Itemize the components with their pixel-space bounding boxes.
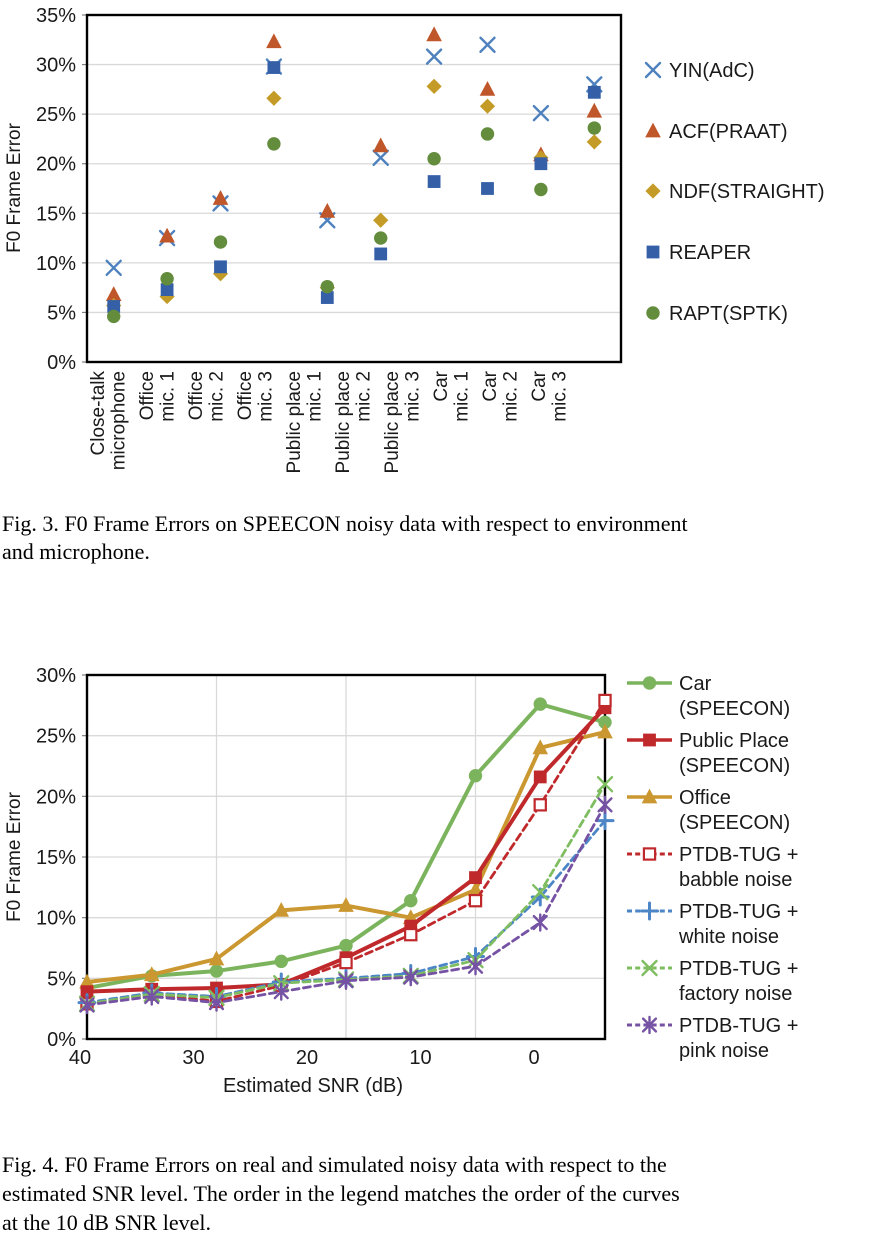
circle-shape [339,939,352,952]
point-REAPER [428,175,441,188]
legend-item-Car (SPEECON) [627,673,790,720]
legend-label-line1: PTDB-TUG + [679,844,799,866]
x-tick-label: 30 [182,1047,205,1069]
y-tick-label: 5% [47,968,76,991]
legend-label-line1: PTDB-TUG + [679,958,799,980]
point-RAPT(SPTK) [160,272,173,285]
x-category-label: mic. 1 [304,371,326,422]
circle-shape [534,697,547,710]
point-NDF(STRAIGHT) [373,213,388,228]
point-ACF(PRAAT) [480,81,496,96]
legend-item-NDF(STRAIGHT) [645,181,824,203]
x-category-label: Office [235,371,256,421]
point-YIN(AdC) [374,151,388,165]
point-ACF(PRAAT) [587,103,603,118]
open-square-shape [535,799,546,810]
x-category-label: Office [186,371,207,421]
square-shape [374,248,387,261]
fig3-scatter-chart [0,0,876,500]
triangle-shape [480,81,496,96]
square-shape [534,771,547,784]
legend-marker-circle [646,306,659,319]
point-Car (SPEECON) [339,939,352,952]
legend-label-line1: Car [679,673,712,695]
legend-label-line2: (SPEECON) [679,755,791,777]
x-tick-label: 40 [68,1047,92,1069]
legend-label: RAPT(SPTK) [669,303,788,325]
circle-shape [427,152,440,165]
triangle-shape [159,228,175,243]
point-RAPT(SPTK) [214,235,227,248]
legend-label: NDF(STRAIGHT) [669,181,825,203]
fig3-caption-line2: and microphone. [2,539,150,564]
point-PTDB-TUG + pink noise [599,797,612,813]
x-tick-label: 0 [528,1047,540,1069]
fig3-caption [2,510,842,566]
diamond-shape [587,134,602,149]
x-tick-label: 20 [295,1047,319,1069]
point-RAPT(SPTK) [588,121,601,134]
circle-shape [275,955,288,968]
x-category-label: Public place [382,371,403,474]
plot-area [82,15,621,362]
point-RAPT(SPTK) [427,152,440,165]
point-ACF(PRAAT) [426,26,442,41]
y-tick-label: 25% [35,725,76,748]
point-Car (SPEECON) [404,894,417,907]
x-category-label: Close-talk [88,371,109,456]
circle-shape [210,964,223,977]
point-ACF(PRAAT) [373,137,389,152]
circle-shape [267,137,280,150]
y-tick-label: 0% [47,1029,76,1051]
series-YIN(AdC) [107,38,602,275]
y-tick-label: 10% [35,907,76,930]
diamond-shape [266,91,281,106]
x-category-label: Office [137,371,158,421]
legend-label-line1: PTDB-TUG + [679,1015,799,1037]
point-NDF(STRAIGHT) [266,91,281,106]
triangle-shape [320,203,336,218]
fig4-caption-line1: Fig. 4. F0 Frame Errors on real and simulated noisy data with respect to the [2,1152,667,1177]
x-category-label: mic. 3 [255,371,277,422]
y-tick-label: 20% [35,786,76,809]
point-REAPER [214,260,227,273]
point-Car (SPEECON) [210,964,223,977]
square-shape [268,61,281,74]
legend-marker-x [646,63,660,77]
open-square-shape [340,957,351,968]
square-shape [428,175,441,188]
legend-label-line1: PTDB-TUG + [679,901,799,923]
x-category-label: Car [431,371,452,402]
point-RAPT(SPTK) [534,183,547,196]
open-square-shape [470,895,481,906]
circle-shape [214,235,227,248]
square-shape [535,157,548,170]
circle-shape [643,676,656,689]
x-category-label: mic. 3 [402,371,424,422]
point-RAPT(SPTK) [321,280,334,293]
legend-marker-circle-filled [643,676,656,689]
legend-item-PTDB-TUG + babble noise [627,844,798,891]
legend-label: ACF(PRAAT) [669,121,788,143]
legend-marker-diamond [645,183,660,198]
fig4-caption-line3: at the 10 dB SNR level. [2,1210,211,1235]
y-axis-title: F0 Frame Error [4,792,25,922]
point-REAPER [481,182,494,195]
x-category-label: Public place [284,371,305,474]
open-square-shape [599,695,610,706]
point-Public Place (SPEECON) [469,871,482,884]
y-tick-label: 15% [35,203,76,226]
legend-item-RAPT(SPTK) [646,303,788,325]
triangle-shape [587,103,603,118]
x-category-label: mic. 2 [353,371,375,422]
triangle-shape [266,33,282,48]
point-PTDB-TUG + babble noise [599,695,610,706]
point-Car (SPEECON) [469,769,482,782]
legend-label-line2: (SPEECON) [679,812,791,834]
legend-label: YIN(AdC) [669,60,755,82]
y-axis-title: F0 Frame Error [4,123,25,253]
open-square-shape [644,848,655,859]
circle-shape [374,231,387,244]
x-category-label: microphone [108,371,130,471]
y-tick-label: 10% [35,252,76,275]
circle-shape [588,121,601,134]
legend-label-line2: pink noise [679,1040,770,1062]
series-RAPT(SPTK) [107,121,601,323]
legend-marker-square-filled [643,734,656,747]
point-PTDB-TUG + babble noise [535,799,546,810]
legend-label-line1: Office [679,787,731,809]
fig4-caption [2,1150,847,1237]
circle-shape [321,280,334,293]
diamond-shape [480,99,495,114]
circle-shape [646,306,659,319]
x-category-label: Car [529,371,550,402]
point-Car (SPEECON) [275,955,288,968]
triangle-shape [373,137,389,152]
point-YIN(AdC) [534,106,548,120]
square-shape [588,86,601,99]
legend-label-line2: white noise [679,926,780,948]
circle-shape [160,272,173,285]
legend-item-REAPER [647,242,752,264]
plot-area [79,675,613,1039]
point-ACF(PRAAT) [320,203,336,218]
legend-label-line1: Public Place [679,730,790,752]
square-shape [481,182,494,195]
point-NDF(STRAIGHT) [480,99,495,114]
legend-label: REAPER [669,242,752,264]
x-category-label: Car [480,371,501,402]
legend-marker-triangle [645,123,661,138]
square-shape [643,734,656,747]
point-RAPT(SPTK) [374,231,387,244]
y-tick-label: 25% [35,104,76,127]
circle-shape [534,183,547,196]
square-shape [214,260,227,273]
point-ACF(PRAAT) [159,228,175,243]
circle-shape [107,310,120,323]
diamond-shape [427,79,442,94]
x-tick-label: 10 [409,1047,432,1069]
fig4-caption-line2: estimated SNR level. The order in the legend matches the order of the curves [2,1181,680,1206]
point-RAPT(SPTK) [267,137,280,150]
legend-label-line2: babble noise [679,869,793,891]
x-category-label: mic. 2 [206,371,228,422]
y-tick-label: 0% [47,352,76,374]
point-Car (SPEECON) [534,697,547,710]
series-REAPER [107,61,600,313]
x-category-label: mic. 1 [451,371,473,422]
circle-shape [469,769,482,782]
circle-shape [404,894,417,907]
point-PTDB-TUG + babble noise [340,957,351,968]
legend-item-PTDB-TUG + pink noise [627,1015,798,1062]
legend-label-line2: (SPEECON) [679,698,791,720]
x-category-label: mic. 3 [549,371,571,422]
legend-item-Public Place (SPEECON) [627,730,790,777]
legend-marker-square [647,246,660,259]
y-tick-label: 5% [47,302,76,325]
point-YIN(AdC) [427,50,441,64]
legend-item-ACF(PRAAT) [645,121,787,143]
legend-item-PTDB-TUG + factory noise [627,958,798,1005]
point-REAPER [268,61,281,74]
triangle-shape [645,123,661,138]
point-REAPER [374,248,387,261]
point-PTDB-TUG + pink noise [534,915,547,931]
legend-item-Office (SPEECON) [627,787,790,834]
x-category-label: mic. 2 [500,371,522,422]
legend-item-PTDB-TUG + white noise [627,901,798,948]
open-square-shape [405,929,416,940]
point-NDF(STRAIGHT) [587,134,602,149]
legend-label-line2: factory noise [679,983,793,1005]
diamond-shape [645,183,660,198]
circle-shape [481,127,494,140]
y-tick-label: 30% [35,665,76,687]
point-ACF(PRAAT) [266,33,282,48]
fig3-caption-line1: Fig. 3. F0 Frame Errors on SPEECON noisy data with respect to environment [2,511,688,536]
point-REAPER [588,86,601,99]
point-REAPER [535,157,548,170]
point-YIN(AdC) [481,38,495,52]
fig4-line-chart [0,640,876,1110]
point-RAPT(SPTK) [107,310,120,323]
x-axis-title: Estimated SNR (dB) [222,1075,404,1097]
y-tick-label: 30% [35,54,76,77]
point-Public Place (SPEECON) [534,771,547,784]
point-PTDB-TUG + babble noise [470,895,481,906]
point-PTDB-TUG + babble noise [405,929,416,940]
y-tick-label: 15% [35,847,76,869]
legend-item-YIN(AdC) [646,60,755,82]
square-shape [469,871,482,884]
point-RAPT(SPTK) [481,127,494,140]
triangle-shape [426,26,442,41]
x-category-label: Public place [333,371,354,474]
legend-marker-square-open [644,848,655,859]
square-shape [647,246,660,259]
y-tick-label: 35% [35,5,76,27]
y-tick-label: 20% [35,153,76,176]
diamond-shape [373,213,388,228]
x-category-label: mic. 1 [157,371,179,422]
legend-marker-plus [642,903,658,919]
point-NDF(STRAIGHT) [427,79,442,94]
